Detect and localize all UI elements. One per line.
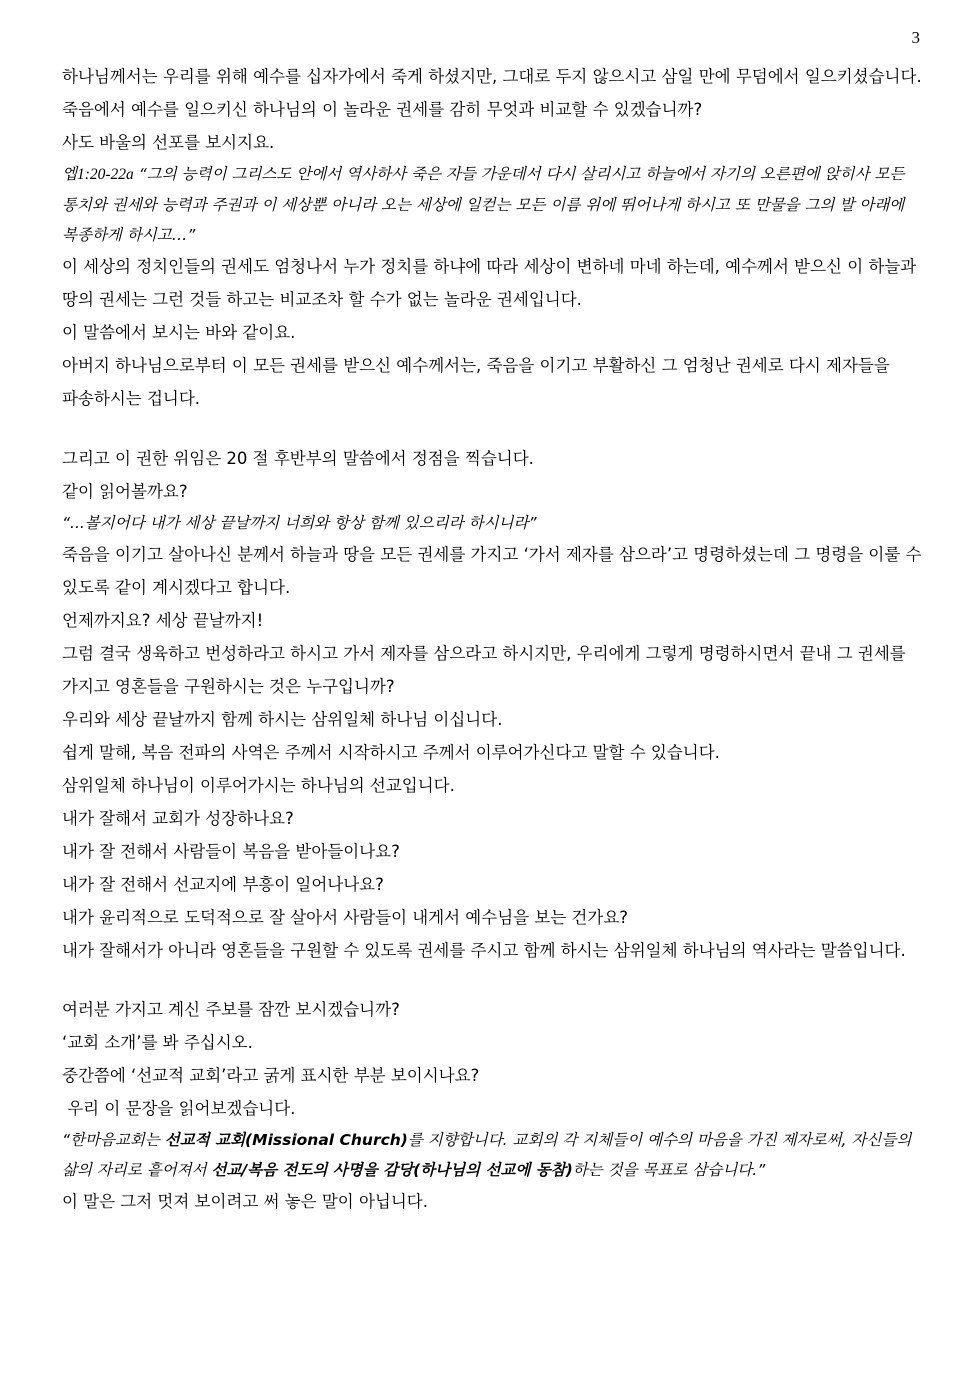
mission-statement-quote [62, 1125, 922, 1185]
quote-text: 하는 것을 목표로 삼습니다.” [572, 1161, 766, 1179]
paragraph: 이 말씀에서 보시는 바와 같이요. [62, 323, 296, 342]
paragraph: 그럼 결국 생육하고 번성하라고 하시고 가서 제자를 삼으라고 하시지만, 우리에게 그렇게 명령하시면서 끝내 그 권세를 가지고 영혼들을 구원하시는 것은 누구입니까? [62, 644, 906, 696]
paragraph: 내가 잘해서 교회가 성장하나요? [62, 809, 294, 828]
paragraph: 내가 윤리적으로 도덕적으로 잘 살아서 사람들이 내게서 예수님을 보는 건가요? [62, 908, 629, 927]
paragraph: 같이 읽어볼까요? [62, 482, 188, 501]
paragraph: 중간쯤에 ‘선교적 교회’라고 굵게 표시한 부분 보이시나요? [62, 1066, 480, 1085]
paragraph: 죽음을 이기고 살아나신 분께서 하늘과 땅을 모든 권세를 가지고 ‘가서 제자를 삼으라’고 명령하셨는데 그 명령을 이룰 수 있도록 같이 계시겠다고 합니다. [62, 545, 922, 597]
paragraph-gap [62, 967, 922, 993]
scripture-reference: 엡1:20-22a [62, 166, 134, 183]
paragraph-gap [62, 415, 922, 442]
document-body [62, 60, 922, 1218]
paragraph: 그리고 이 권한 위임은 20 절 후반부의 말씀에서 정점을 찍습니다. [62, 449, 534, 468]
paragraph: 하나님께서는 우리를 위해 예수를 십자가에서 죽게 하셨지만, 그대로 두지 않으시고 삼일 만에 무덤에서 일으키셨습니다. [62, 67, 922, 86]
quote-text: 를 지향합니다. 교회의 각 지체들이 예수의 마음을 가진 제자로써, 자신들의 삶의 자리로 흩어져서 [62, 1131, 912, 1179]
paragraph: ‘교회 소개’를 봐 주십시오. [62, 1033, 253, 1052]
paragraph: 아버지 하나님으로부터 이 모든 권세를 받으신 예수께서는, 죽음을 이기고 부활하신 그 엄청난 권세로 다시 제자들을 파송하시는 겁니다. [62, 356, 890, 408]
quote-bold-text: 선교적 교회(Missional Church) [164, 1131, 408, 1149]
paragraph: 이 말은 그저 멋져 보이려고 써 놓은 말이 아닙니다. [62, 1192, 428, 1211]
paragraph: 쉽게 말해, 복음 전파의 사역은 주께서 시작하시고 주께서 이루어가신다고 말할 수 있습니다. [62, 743, 720, 762]
scripture-quote-verse20: “...볼지어다 내가 세상 끝날까지 너희와 항상 함께 있으리라 하시니라” [62, 514, 537, 532]
paragraph: 우리와 세상 끝날까지 함께 하시는 삼위일체 하나님 이십니다. [62, 710, 503, 729]
paragraph: 내가 잘 전해서 사람들이 복음을 받아들이나요? [62, 842, 400, 861]
paragraph: 내가 잘해서가 아니라 영혼들을 구원할 수 있도록 권세를 주시고 함께 하시는 삼위일체 하나님의 역사라는 말씀입니다. [62, 941, 906, 960]
paragraph: 사도 바울의 선포를 보시지요. [62, 133, 275, 152]
paragraph: 이 세상의 정치인들의 권세도 엄청나서 누가 정치를 하냐에 따라 세상이 변하네 마네 하는데, 예수께서 받으신 이 하늘과 땅의 권세는 그런 것들 하고는 비교조차 할 수가 없는 놀라운 권세입니다. [62, 257, 917, 309]
paragraph: 언제까지요? 세상 끝날까지! [62, 611, 264, 630]
quote-bold-text: 선교/복음 전도의 사명을 감당(하나님의 선교에 동참) [211, 1161, 573, 1179]
scripture-quote-ephesians [62, 159, 922, 250]
page-number: 3 [911, 28, 920, 47]
paragraph: 내가 잘 전해서 선교지에 부흥이 일어나나요? [62, 875, 384, 894]
paragraph: 죽음에서 예수를 일으키신 하나님의 이 놀라운 권세를 감히 무엇과 비교할 수 있겠습니까? [62, 100, 703, 119]
paragraph: 삼위일체 하나님이 이루어가시는 하나님의 선교입니다. [62, 776, 455, 795]
quote-text: “한마음교회는 [62, 1131, 165, 1149]
paragraph: 우리 이 문장을 읽어보겠습니다. [62, 1099, 296, 1118]
paragraph: 여러분 가지고 계신 주보를 잠깐 보시겠습니까? [62, 1000, 400, 1019]
scripture-text: “그의 능력이 그리스도 안에서 역사하사 죽은 자들 가운데서 다시 살리시고 하늘에서 자기의 오른편에 앉히사 모든 통치와 권세와 능력과 주권과 이 세상뿐 아니라 오는 세상에 일컫는 모든 이름 위에 뛰어나게 하시고 또 만물을 그의 발 아래에 복종하게 하시고…” [62, 165, 905, 244]
